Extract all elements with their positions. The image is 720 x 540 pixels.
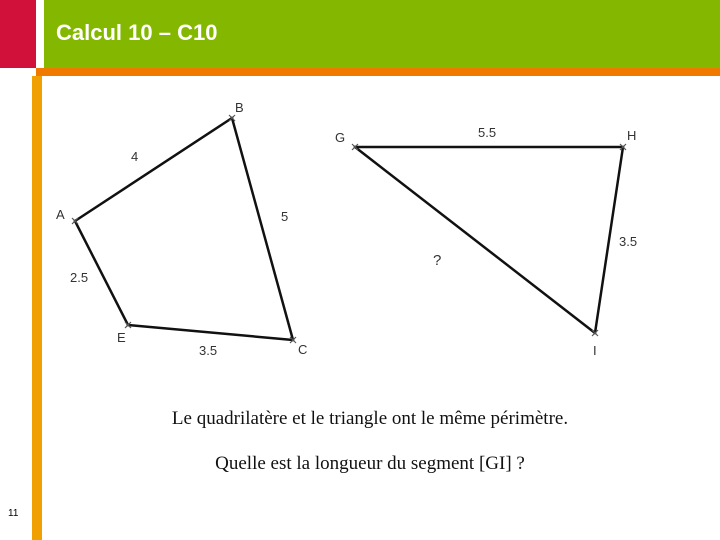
vertex-label-b: B <box>235 100 244 115</box>
side-length-ab: 4 <box>131 149 139 164</box>
vertex-label-h: H <box>627 128 637 143</box>
vertex-label-c: C <box>298 342 308 357</box>
statement-text: Le quadrilatère et le triangle ont le même périmètre. <box>171 408 569 429</box>
side-ce <box>128 325 293 340</box>
slide-title: Calcul 10 – C10 <box>56 20 218 45</box>
side-length-ec: 3.5 <box>199 343 218 358</box>
triangle-vertex-marks <box>352 144 626 336</box>
slide-number: 11 <box>8 508 19 519</box>
vertex-label-i: I <box>593 343 597 358</box>
question-text: Quelle est la longueur du segment [GI] ? <box>215 453 525 474</box>
side-length-gh: 5.5 <box>478 125 497 140</box>
side-length-ae: 2.5 <box>70 270 89 285</box>
side-bc <box>232 118 293 340</box>
side-ab <box>75 118 232 221</box>
vertex-label-a: A <box>56 207 65 222</box>
side-length-gi: ? <box>433 252 442 269</box>
side-length-bc: 5 <box>281 209 289 224</box>
vertex-label-g: G <box>335 130 346 145</box>
quadrilateral <box>75 118 293 340</box>
side-gi <box>355 147 595 333</box>
vertex-label-e: E <box>117 330 126 345</box>
side-length-hi: 3.5 <box>619 234 638 249</box>
triangle <box>355 147 623 333</box>
